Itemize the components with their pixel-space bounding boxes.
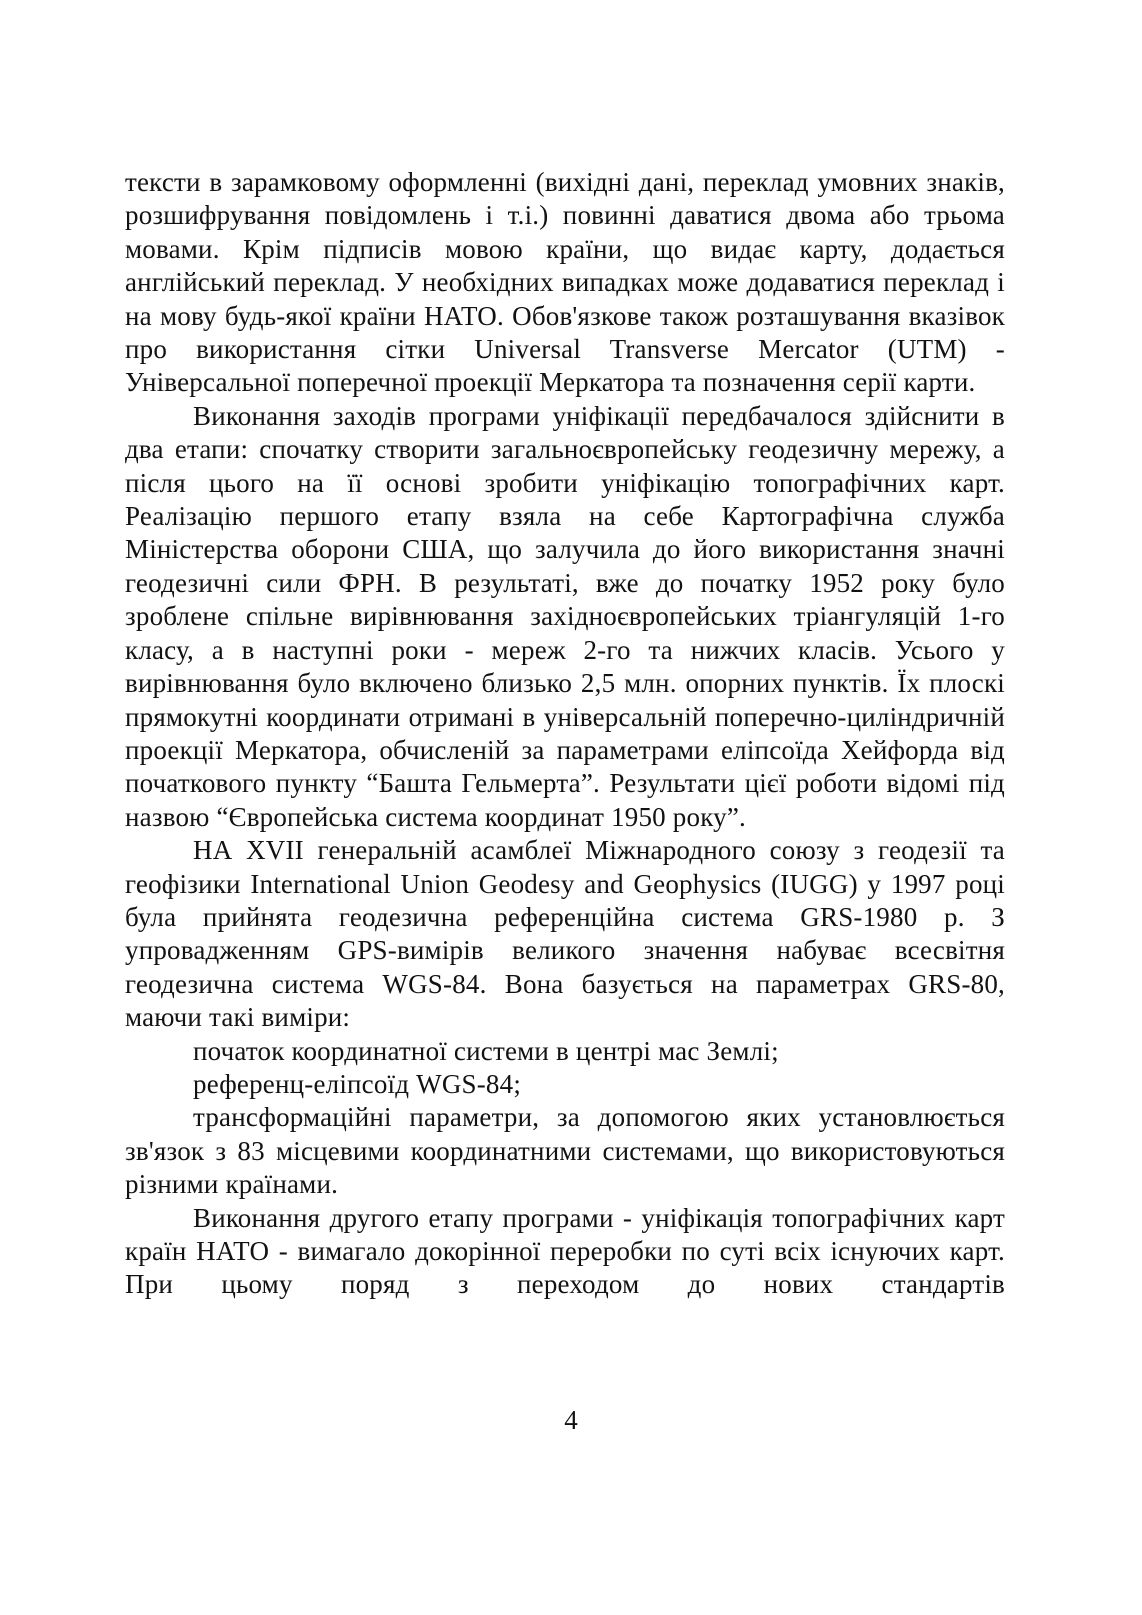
paragraph-second-stage: Виконання другого етапу програми - уніфікація топографічних карт країн НАТО - вимагало докорінної переробки по суті всіх існуючих карт. При цьому поряд з переходом до нових стандартів [125, 1202, 1005, 1300]
page-number: 4 [564, 1405, 578, 1435]
list-item-transformation-parameters: трансформаційні параметри, за допомогою яких установлюється зв'язок з 83 місцевими координатними системами, що використовуються різними країнами. [125, 1102, 1005, 1200]
paragraph-iugg-assembly: НА XVII генеральній асамблеї Міжнародного союзу з геодезії та геофізики International Union Geodesy and Geophysics (IUGG) у 1997 році була прийнята геодезична референційна система GRS-1980 р. З упровадженням GPS-вимірів великого значення набуває всесвітня геодезична система WGS-84. Вона базується на параметрах GRS-80, маючи такі виміри: [125, 835, 1005, 1033]
page-text [125, 166, 1005, 1302]
list-item-reference-ellipsoid: референц-еліпсоїд WGS-84; [193, 1068, 522, 1099]
list-item-coordinate-origin: початок координатної системи в центрі мас Землі; [193, 1035, 779, 1066]
paragraph-framed-texts: тексти в зарамковому оформленні (вихідні дані, переклад умовних знаків, розшифрування повідомлень і т.і.) повинні даватися двома або трьома мовами. Крім підписів мовою країни, що видає карту, додається англійський переклад. У необхідних випадках може додаватися переклад і на мову будь-якої країни НАТО. Обов'язкове також розташування вказівок про використання сітки Universal Transverse Mercator (UTM) - Універсальної поперечної проекції Меркатора та позначення серії карти. [125, 167, 1005, 398]
paragraph-unification-stages: Виконання заходів програми уніфікації передбачалося здійснити в два етапи: спочатку створити загальноєвропейську геодезичну мережу, а після цього на її основі зробити уніфікацію топографічних карт. Реалізацію першого етапу взяла на себе Картографічна служба Міністерства оборони США, що залучила до його використання значні геодезичні сили ФРН. В результаті, вже до початку 1952 року було зроблене спільне вирівнювання західноєвропейських тріангуляцій 1-го класу, а в наступні роки - мереж 2-го та нижчих класів. Усього у вирівнювання було включено близько 2,5 млн. опорних пунктів. Їх плоскі прямокутні координати отримані в універсальній поперечно-циліндричній проекції Меркатора, обчисленій за параметрами еліпсоїда Хейфорда від початкового пункту “Башта Гельмерта”. Результати цієї роботи відомі під назвою “Європейська система координат 1950 року”. [125, 400, 1005, 832]
